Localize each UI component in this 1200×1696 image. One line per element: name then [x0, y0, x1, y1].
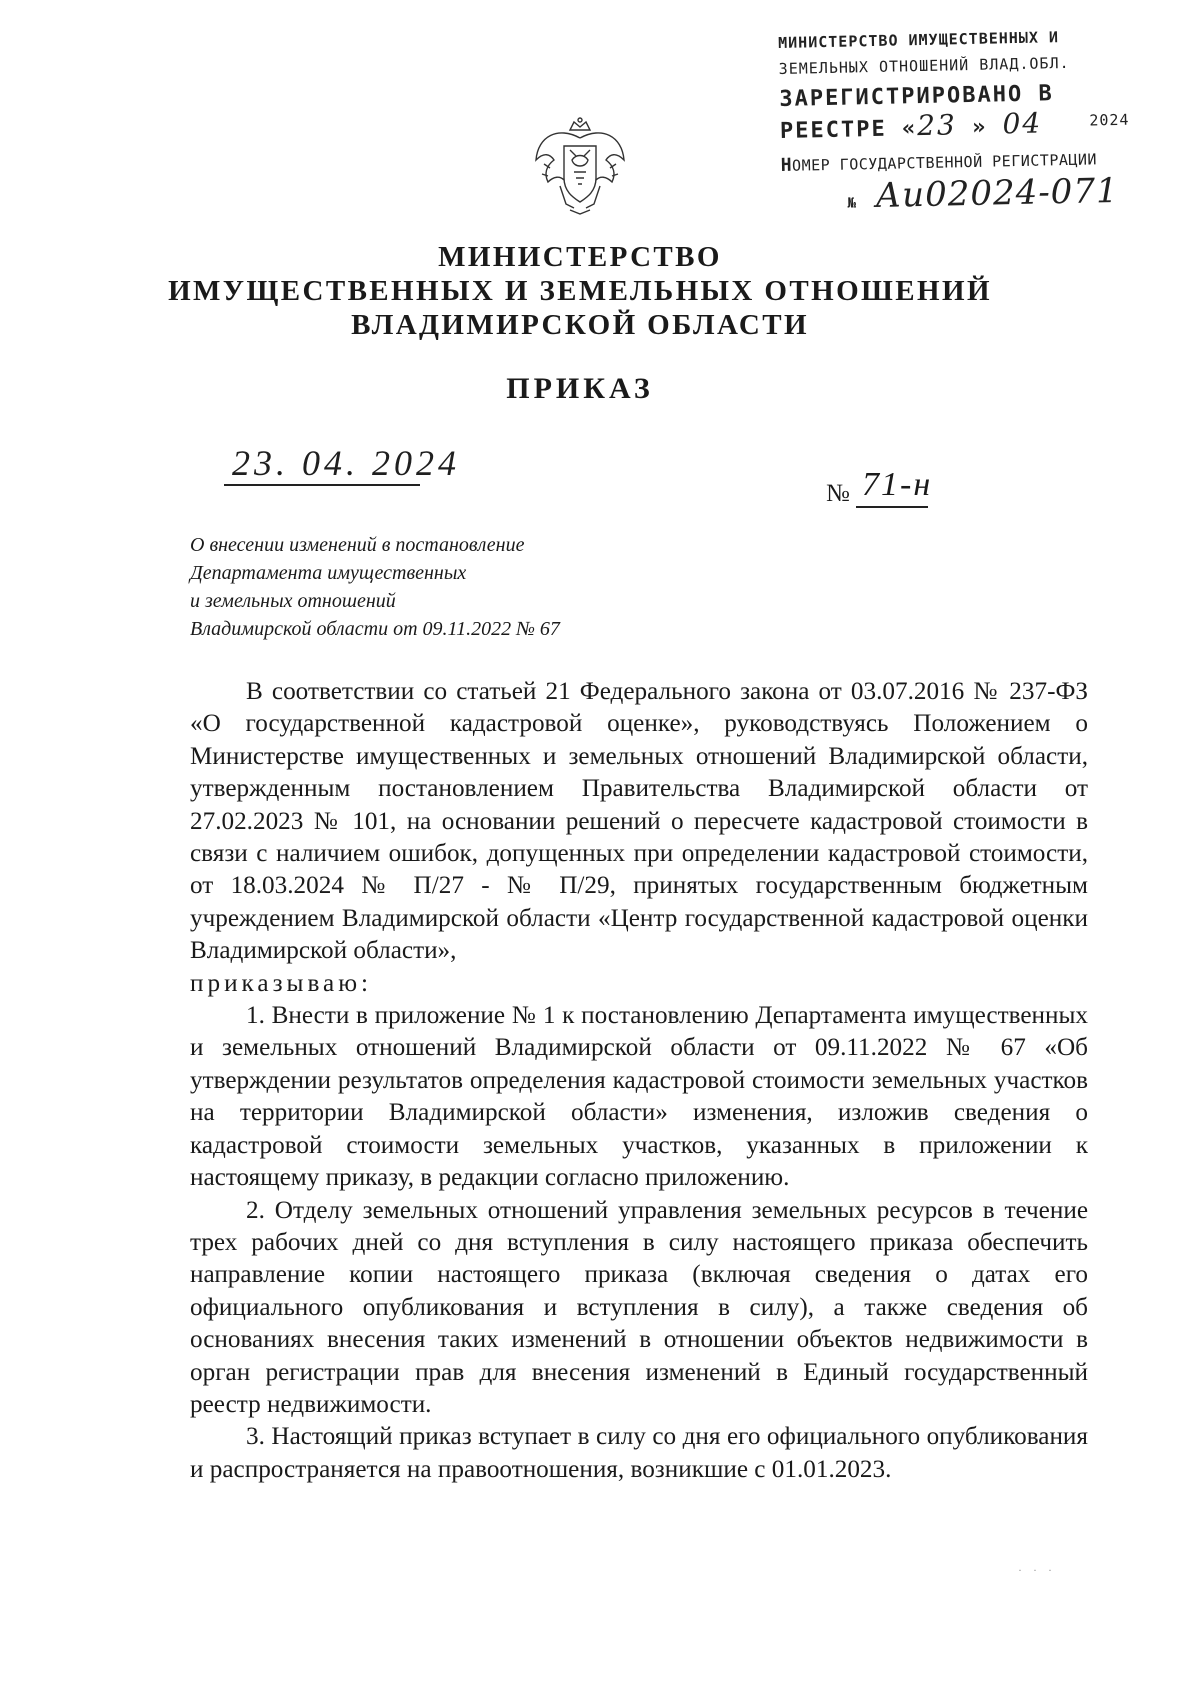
order-item-3: 3. Настоящий приказ вступает в силу со дня его официального опубликования и распространяется на правоотношения, возникшие с 01.01.2023.: [190, 1423, 1088, 1483]
ministry-title-line3: ВЛАДИМИРСКОЙ ОБЛАСТИ: [351, 309, 809, 341]
subject-line: Владимирской области от 09.11.2022 № 67: [190, 618, 560, 640]
order-number-label: №: [826, 480, 850, 507]
order-item-1: 1. Внести в приложение № 1 к постановлению Департамента имущественных и земельных отношений Владимирской области от 09.11.2022 № 67 «Об утверждении результатов определения кадастровой стоимости земельных участков на территории Владимирской области» изменения, изложив сведения о кадастровой стоимости земельных участков, указанных в приложении к настоящему приказу, в редакции согласно приложению.: [190, 1002, 1088, 1192]
stamp-number-value: Аи02024-071: [875, 170, 1120, 216]
order-item-2: 2. Отделу земельных отношений управления земельных ресурсов в течение трех рабочих дней со дня вступления в силу настоящего приказа обеспечить направление копии настоящего приказа (включая сведения о датах его официального опубликования и вступления в силу), а также сведения об основаниях внесения таких изменений в отношении объектов недвижимости в орган регистрации прав для внесения изменений в Единый государственный реестр недвижимости.: [190, 1196, 1088, 1418]
stamp-number-label-cap: Н: [780, 154, 793, 176]
coat-of-arms-icon: [530, 116, 630, 216]
ministry-title-line1: МИНИСТЕРСТВО: [438, 241, 722, 273]
order-number: 71-н: [862, 466, 933, 503]
order-subject: [190, 531, 710, 643]
preamble-paragraph: В соответствии со статьей 21 Федерального закона от 03.07.2016 № 237-ФЗ «О государственной кадастровой оценке», руководствуясь Положением о Министерстве имущественных и земельных отношений Владимирской области, утвержденным постановлением Правительства Владимирской области от 27.02.2023 № 101, на основании решений о пересчете кадастровой стоимости в связи с наличием ошибок, допущенных при определении кадастровой стоимости, от 18.03.2024 № П/27 - № П/29, принятых государственным бюджетным учреждением Владимирской области «Центр государственной кадастровой оценки Владимирской области»,: [190, 678, 1088, 965]
stamp-line-region: ЗЕМЕЛЬНЫХ ОТНОШЕНИЙ ВЛАД.ОБЛ.: [778, 53, 1070, 78]
subject-line: О внесении изменений в постановление: [190, 534, 525, 556]
subject-line: и земельных отношений: [190, 590, 396, 612]
stamp-line-ministry: МИНИСТЕРСТВО ИМУЩЕСТВЕННЫХ И: [777, 28, 1060, 52]
order-body: [190, 676, 1088, 1486]
subject-line: Департамента имущественных: [190, 562, 467, 584]
stamp-registry-year: 2024: [1089, 110, 1130, 130]
stamp-registry-prefix: РЕЕСТРЕ «: [779, 116, 918, 144]
ministry-title-line2: ИМУЩЕСТВЕННЫХ И ЗЕМЕЛЬНЫХ ОТНОШЕНИЙ: [168, 275, 992, 307]
stamp-registry-date: [780, 107, 1141, 143]
date-underline: [224, 484, 420, 486]
stamp-number-label-text: ОМЕР ГОСУДАРСТВЕННОЙ РЕГИСТРАЦИИ: [791, 150, 1098, 175]
ministry-header: [150, 240, 1010, 342]
stamp-registered: ЗАРЕГИСТРИРОВАНО В: [779, 81, 1054, 112]
number-underline: [856, 506, 928, 508]
order-date: 23. 04. 2024: [232, 443, 460, 483]
registration-stamp: [778, 28, 1142, 215]
document-type: ПРИКАЗ: [506, 372, 654, 405]
order-word: приказываю:: [190, 969, 373, 997]
stamp-number: [781, 170, 1142, 216]
scan-specks: · · ·: [1018, 1563, 1056, 1577]
stamp-registry-sep: »: [971, 114, 988, 140]
stamp-number-sign: №: [847, 195, 857, 212]
stamp-registry-month: 04: [1002, 106, 1043, 141]
stamp-registry-day: 23: [916, 108, 958, 143]
